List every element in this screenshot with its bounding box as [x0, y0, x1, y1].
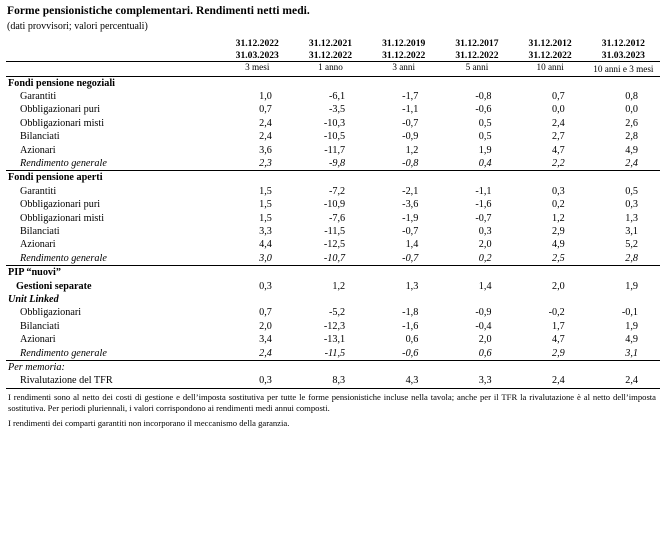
- header-col5-start: 31.12.2012: [528, 38, 572, 49]
- row-value-6: 0,5: [625, 185, 638, 197]
- section-value-3: [367, 266, 440, 279]
- row-value-3: -1,8: [402, 307, 419, 319]
- row-label: Rivalutazione del TFR: [20, 375, 113, 387]
- row-value-4: 0,5: [478, 131, 492, 143]
- section-value-2: [294, 266, 367, 279]
- row-value-3: 1,4: [405, 239, 419, 251]
- row-value-1: [221, 293, 294, 306]
- section-value-6: [587, 77, 660, 90]
- row-value-5: 2,0: [552, 280, 565, 292]
- header-col3-period: 3 anni: [392, 62, 416, 72]
- row-value-5: 2,5: [552, 252, 565, 264]
- row-value-4: -1,1: [475, 185, 492, 197]
- row-value-5: [514, 293, 587, 306]
- row-value-5: 0,2: [552, 199, 565, 211]
- row-value-3: -0,7: [402, 117, 419, 129]
- row-value-6: 3,1: [625, 225, 638, 237]
- row-value-2: -10,5: [323, 131, 346, 143]
- row-label: Obbligazionari: [20, 307, 82, 319]
- row-value-3: -0,7: [402, 252, 419, 264]
- row-value-1: 1,5: [259, 185, 272, 197]
- row-value-2: [294, 293, 367, 306]
- row-value-4: [440, 293, 513, 306]
- row-value-2: -10,3: [323, 117, 346, 129]
- header-corner-cell-3: [6, 62, 221, 76]
- header-col1-end: 31.03.2023: [235, 49, 279, 61]
- rule6-cell-5: [514, 388, 587, 389]
- note-2: I rendimenti dei comparti garantiti non incorporano il meccanismo della garanzia.: [8, 417, 290, 428]
- memoria-spacer-5: [514, 361, 587, 374]
- row-value-4: 0,3: [478, 225, 492, 237]
- row-value-4: 3,3: [478, 375, 492, 387]
- rule6-cell-1: [221, 388, 294, 389]
- header-corner-cell-2: [6, 50, 221, 62]
- table-row: [6, 212, 660, 225]
- rule6-cell-0: [6, 388, 221, 389]
- header-col5-end: 31.12.2022: [528, 49, 572, 61]
- page-title: Forme pensionistiche complementari. Rendimenti netti medi.: [7, 5, 310, 17]
- row-value-4: -0,4: [475, 320, 492, 332]
- section-value-5: [514, 266, 587, 279]
- header-col4-end: 31.12.2022: [455, 49, 499, 61]
- row-value-5: -0,2: [548, 307, 565, 319]
- row-value-6: 2,4: [625, 375, 638, 387]
- section-value-1: [221, 77, 294, 90]
- row-value-5: 2,2: [552, 157, 565, 169]
- page-subtitle: (dati provvisori; valori percentuali): [7, 21, 148, 32]
- row-value-2: -7,2: [328, 185, 346, 197]
- table-row: [6, 333, 660, 346]
- row-value-4: -0,6: [475, 104, 492, 116]
- section-value-3: [367, 77, 440, 90]
- row-value-3: -1,7: [402, 90, 419, 102]
- row-value-4: 2,0: [478, 334, 492, 346]
- row-value-6: 2,4: [625, 157, 638, 169]
- row-value-5: 1,2: [552, 212, 565, 224]
- section-value-2: [294, 171, 367, 184]
- memoria-spacer-4: [440, 361, 513, 374]
- header-row-end-dates: [6, 50, 660, 62]
- row-value-3: 4,3: [405, 375, 419, 387]
- header-row-start-dates: [6, 37, 660, 50]
- row-label: Unit Linked: [8, 294, 59, 305]
- row-label: Obbligazionari misti: [20, 212, 105, 224]
- row-value-6: 2,6: [625, 117, 638, 129]
- row-value-6: 1,9: [625, 280, 638, 292]
- row-value-3: [367, 293, 440, 306]
- row-value-3: 1,2: [405, 144, 419, 156]
- row-value-6: 4,9: [625, 334, 638, 346]
- section-header-pip: [6, 266, 660, 279]
- header-col3-start: 31.12.2019: [382, 38, 426, 49]
- table-row: [6, 238, 660, 251]
- row-label: Rendimento generale: [20, 347, 107, 359]
- row-value-2: -11,7: [324, 144, 346, 156]
- row-value-1: 2,4: [259, 347, 272, 359]
- row-value-5: 4,7: [552, 144, 565, 156]
- memoria-spacer-2: [294, 361, 367, 374]
- section-value-1: [221, 266, 294, 279]
- section-value-4: [440, 266, 513, 279]
- table-row: [6, 144, 660, 157]
- header-col6-start: 31.12.2012: [601, 38, 645, 49]
- row-value-2: 8,3: [332, 375, 346, 387]
- row-value-5: 2,9: [552, 347, 565, 359]
- row-value-3: -0,6: [402, 347, 419, 359]
- row-value-2: -7,6: [328, 212, 346, 224]
- header-col2-period: 1 anno: [318, 62, 343, 72]
- row-value-4: 1,4: [478, 280, 492, 292]
- row-value-1: 2,4: [259, 117, 272, 129]
- row-value-5: 4,7: [552, 334, 565, 346]
- row-value-3: 1,3: [405, 280, 419, 292]
- section-value-3: [367, 171, 440, 184]
- table-row-total: [6, 157, 660, 171]
- row-label: Bilanciati: [20, 225, 60, 237]
- section-title: Fondi pensione negoziali: [8, 77, 115, 89]
- section-value-1: [221, 171, 294, 184]
- header-col6-period: 10 anni e 3 mesi: [593, 63, 654, 74]
- row-value-1: 1,0: [259, 90, 272, 102]
- header-col1-start: 31.12.2022: [235, 38, 279, 49]
- row-label: Azionari: [20, 144, 56, 156]
- row-value-2: -3,5: [328, 104, 346, 116]
- row-value-2: -11,5: [324, 347, 346, 359]
- row-value-6: [587, 293, 660, 306]
- row-value-1: 1,5: [259, 212, 272, 224]
- row-label: Garantiti: [20, 185, 57, 197]
- row-value-1: 3,3: [259, 225, 272, 237]
- row-value-3: -3,6: [402, 199, 419, 211]
- memoria-label: Per memoria:: [8, 362, 65, 374]
- header-col2-end: 31.12.2022: [308, 49, 353, 61]
- row-label: Obbligazionari misti: [20, 117, 105, 129]
- table-bottom-rule: [6, 388, 660, 389]
- row-value-6: 2,8: [625, 131, 638, 143]
- table-row: [6, 117, 660, 130]
- row-value-4: 0,5: [478, 117, 492, 129]
- row-value-3: -0,8: [402, 157, 419, 169]
- row-value-2: 1,2: [332, 280, 346, 292]
- table-row-total: [6, 252, 660, 266]
- row-value-2: -11,5: [324, 225, 346, 237]
- section-header-negoziali: [6, 77, 660, 90]
- table-row: [6, 306, 660, 319]
- section-header-aperti: [6, 171, 660, 184]
- header-col1-period: 3 mesi: [245, 62, 270, 72]
- row-value-2: -13,1: [323, 334, 346, 346]
- table-row: [6, 130, 660, 143]
- row-value-6: 0,8: [625, 90, 638, 102]
- row-value-2: -10,9: [323, 199, 346, 211]
- row-label: Garantiti: [20, 90, 57, 102]
- header-row-periods: [6, 62, 660, 76]
- row-value-1: 2,3: [259, 157, 272, 169]
- row-label: Azionari: [20, 239, 56, 251]
- rule6-cell-4: [440, 388, 513, 389]
- row-value-2: -6,1: [328, 90, 346, 102]
- row-value-2: -10,7: [323, 252, 346, 264]
- row-label: Azionari: [20, 334, 56, 346]
- row-value-1: 3,4: [259, 334, 272, 346]
- row-value-4: -0,9: [475, 307, 492, 319]
- section-title: PIP “nuovi”: [8, 267, 61, 279]
- row-value-6: 0,0: [625, 104, 638, 116]
- section-value-5: [514, 171, 587, 184]
- row-label: Rendimento generale: [20, 252, 107, 264]
- rule6-cell-2: [294, 388, 367, 389]
- row-value-1: 3,0: [259, 252, 272, 264]
- row-value-2: -12,5: [323, 239, 346, 251]
- row-value-4: 0,6: [478, 347, 492, 359]
- row-value-6: 1,9: [625, 320, 638, 332]
- row-value-3: -0,7: [402, 225, 419, 237]
- row-value-3: 0,6: [405, 334, 419, 346]
- row-value-3: -1,9: [402, 212, 419, 224]
- row-value-3: -1,6: [402, 320, 419, 332]
- table-row: [6, 198, 660, 211]
- row-value-1: 2,0: [259, 320, 272, 332]
- row-value-1: 2,4: [259, 131, 272, 143]
- row-label: Rendimento generale: [20, 157, 107, 169]
- row-value-1: 0,3: [259, 280, 272, 292]
- row-value-1: 3,6: [259, 144, 272, 156]
- row-value-5: 0,0: [552, 104, 565, 116]
- row-value-5: 0,3: [552, 185, 565, 197]
- memoria-spacer-6: [587, 361, 660, 374]
- subsection-header-unit-linked: [6, 293, 660, 306]
- note-1: I rendimenti sono al netto dei costi di gestione e dell’imposta sostitutiva per tutte le forme pensionistiche incluse nella tavola; anche per il TFR la rivalutazione è al netto dell’imposta sostitutiva. Per periodi pluriennali, i valori corrispondono ai rendimenti medi annui composti.: [8, 391, 656, 413]
- row-value-1: 0,7: [259, 104, 272, 116]
- row-label: Bilanciati: [20, 131, 60, 143]
- row-value-5: 1,7: [552, 320, 565, 332]
- table-row: [6, 185, 660, 198]
- row-value-6: 1,3: [625, 212, 638, 224]
- memoria-header: [6, 361, 660, 374]
- row-value-5: 0,7: [552, 90, 565, 102]
- row-value-6: -0,1: [621, 307, 638, 319]
- memoria-spacer-3: [367, 361, 440, 374]
- section-value-5: [514, 77, 587, 90]
- row-value-4: 2,0: [478, 239, 492, 251]
- row-value-4: 0,2: [478, 252, 492, 264]
- header-col2-start: 31.12.2021: [308, 38, 353, 49]
- row-value-2: -5,2: [328, 307, 346, 319]
- row-value-1: 1,5: [259, 199, 272, 211]
- row-value-6: 2,8: [625, 252, 638, 264]
- table-row-tfr: [6, 374, 660, 388]
- row-value-6: 4,9: [625, 144, 638, 156]
- section-value-6: [587, 266, 660, 279]
- row-value-3: -2,1: [402, 185, 419, 197]
- table-row: [6, 320, 660, 333]
- row-value-6: 5,2: [625, 239, 638, 251]
- row-value-5: 2,4: [552, 117, 565, 129]
- section-value-4: [440, 171, 513, 184]
- table-row-gestioni-separate: [6, 280, 660, 293]
- row-value-2: -9,8: [328, 157, 346, 169]
- table-row: [6, 103, 660, 116]
- row-value-5: 2,4: [552, 375, 565, 387]
- table-notes: [8, 392, 656, 429]
- section-title: Fondi pensione aperti: [8, 172, 103, 184]
- row-label: Obbligazionari puri: [20, 104, 101, 116]
- row-label: Bilanciati: [20, 320, 60, 332]
- returns-table: [6, 37, 660, 389]
- header-col6-end: 31.03.2023: [601, 49, 645, 61]
- row-value-1: 4,4: [259, 239, 272, 251]
- row-value-6: 3,1: [625, 347, 638, 359]
- row-label: Obbligazionari puri: [20, 199, 101, 211]
- row-value-5: 2,7: [552, 131, 565, 143]
- row-value-4: 0,4: [478, 157, 492, 169]
- rule6-cell-3: [367, 388, 440, 389]
- row-value-3: -0,9: [402, 131, 419, 143]
- row-value-5: 2,9: [552, 225, 565, 237]
- table-row: [6, 225, 660, 238]
- row-value-1: 0,7: [259, 307, 272, 319]
- header-col5-period: 10 anni: [536, 62, 564, 72]
- row-value-1: 0,3: [259, 375, 272, 387]
- header-corner-cell: [6, 37, 221, 50]
- section-value-2: [294, 77, 367, 90]
- rule6-cell-6: [587, 388, 660, 389]
- row-label: Gestioni separate: [16, 280, 92, 292]
- header-col4-start: 31.12.2017: [455, 38, 499, 49]
- row-value-4: 1,9: [478, 144, 492, 156]
- section-value-4: [440, 77, 513, 90]
- table-row: [6, 90, 660, 103]
- header-col4-period: 5 anni: [465, 62, 489, 72]
- header-col3-end: 31.12.2022: [382, 49, 426, 61]
- row-value-4: -0,7: [475, 212, 492, 224]
- row-value-6: 0,3: [625, 199, 638, 211]
- row-value-4: -1,6: [475, 199, 492, 211]
- section-value-6: [587, 171, 660, 184]
- row-value-5: 4,9: [552, 239, 565, 251]
- row-value-3: -1,1: [402, 104, 419, 116]
- row-value-4: -0,8: [475, 90, 492, 102]
- memoria-spacer-1: [221, 361, 294, 374]
- table-row-total: [6, 347, 660, 361]
- row-value-2: -12,3: [323, 320, 346, 332]
